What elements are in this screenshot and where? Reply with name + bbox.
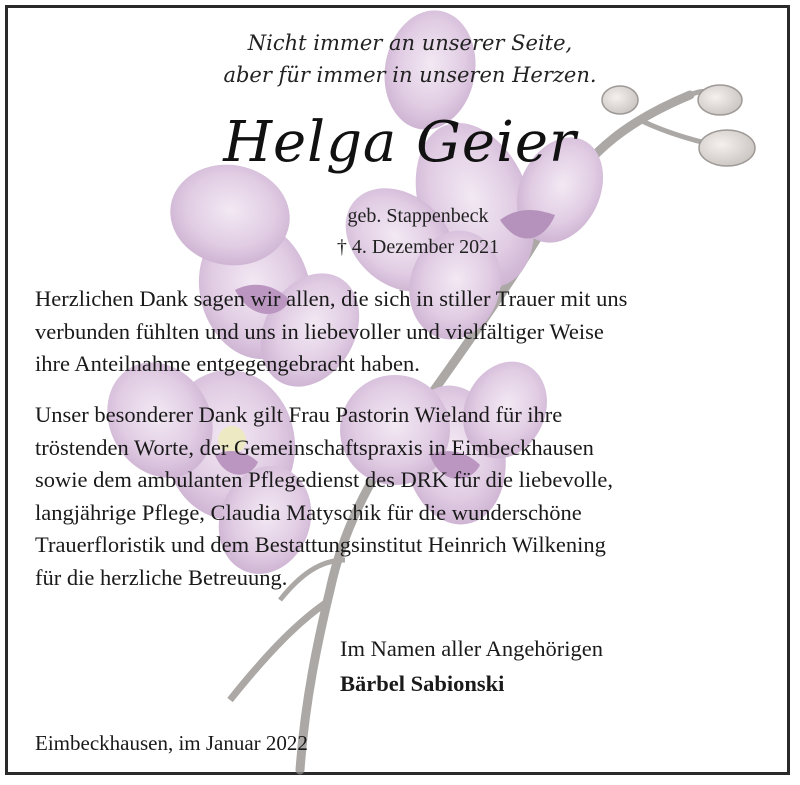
- paragraph-line: tröstenden Worte, der Gemeinschaftspraxis in Eimbeckhausen: [35, 434, 594, 460]
- paragraph-line: verbunden fühlten und uns in liebevoller und vielfältiger Weise: [35, 318, 604, 344]
- special-thanks-paragraph: [35, 399, 775, 594]
- paragraph-line: langjährige Pflege, Claudia Matyschik für die wunderschöne: [35, 499, 582, 525]
- thanks-paragraph: [35, 283, 775, 381]
- paragraph-line: Trauerfloristik und dem Bestattungsinstitut Heinrich Wilkening: [35, 532, 606, 557]
- deceased-name: Helga Geier: [223, 110, 577, 175]
- paragraph-line: für die herzliche Betreuung.: [35, 564, 288, 590]
- signature-name: Bärbel Sabionski: [340, 671, 505, 696]
- death-date: † 4. Dezember 2021: [336, 236, 500, 258]
- motto-line-1: Nicht immer an unserer Seite,: [247, 31, 573, 55]
- paragraph-line: Herzlichen Dank sagen wir allen, die sich in stiller Trauer mit uns: [35, 286, 628, 311]
- paragraph-line: sowie dem ambulanten Pflegedienst des DRK für die liebevolle,: [35, 467, 613, 492]
- birth-name: geb. Stappenbeck: [347, 205, 489, 227]
- motto-line-2: aber für immer in unseren Herzen.: [223, 63, 597, 87]
- paragraph-line: ihre Anteilnahme entgegengebracht haben.: [35, 351, 420, 376]
- signature-intro: Im Namen aller Angehörigen: [340, 636, 604, 661]
- paragraph-line: Unser besonderer Dank gilt Frau Pastorin Wieland für ihre: [35, 402, 563, 427]
- place-date: Eimbeckhausen, im Januar 2022: [35, 731, 308, 755]
